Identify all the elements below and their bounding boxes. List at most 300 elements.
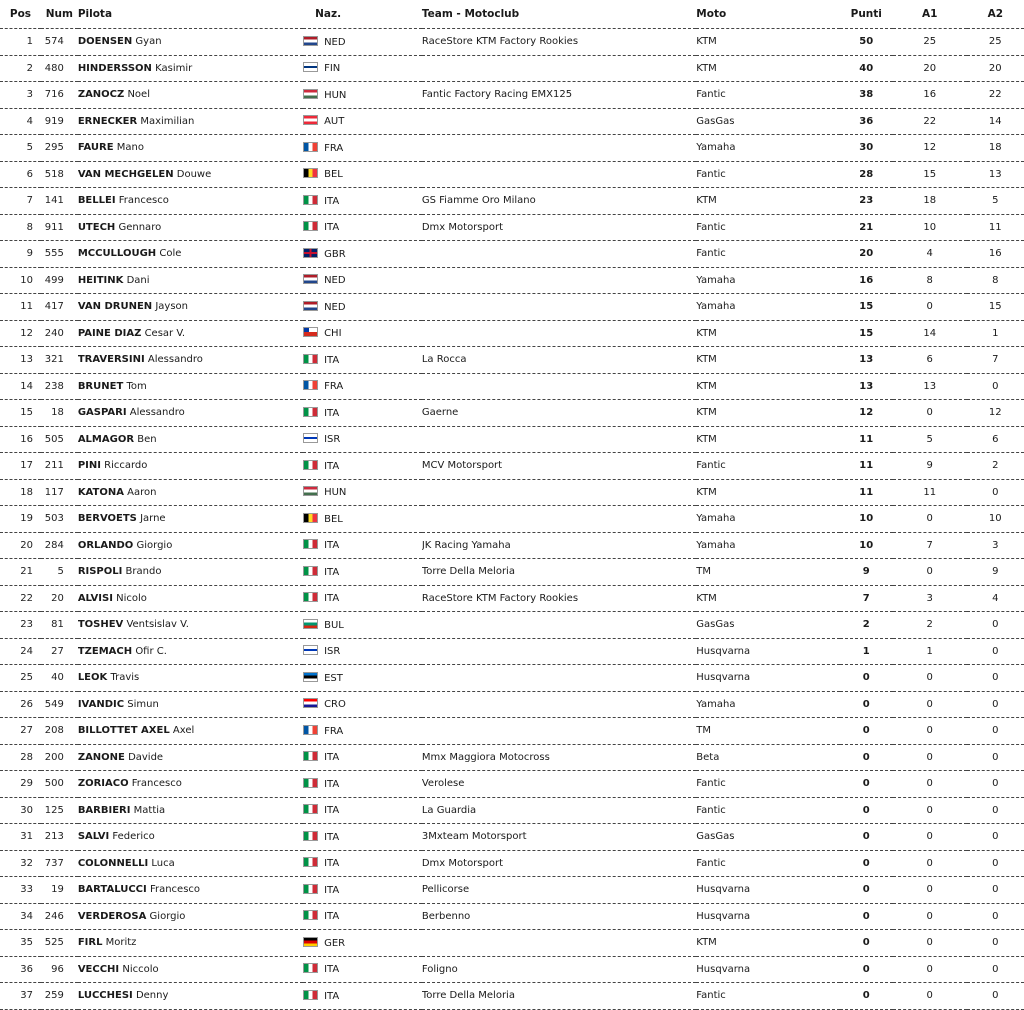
- pilota-cell: [78, 108, 303, 135]
- pilota-cell: [78, 161, 303, 188]
- num-cell: 321: [41, 347, 78, 374]
- rider-name: Kasimir: [155, 62, 193, 74]
- table-row: [0, 612, 1024, 639]
- flag-icon: [303, 857, 318, 867]
- moto-cell: KTM: [696, 373, 839, 400]
- a1-cell: 13: [893, 373, 967, 400]
- naz-cell: [303, 691, 422, 718]
- a1-cell: 2: [893, 612, 967, 639]
- table-row: [0, 241, 1024, 268]
- punti-cell: 10: [840, 532, 893, 559]
- rider-surname: IVANDIC: [77, 698, 125, 710]
- moto-cell: KTM: [696, 400, 839, 427]
- table-row: [0, 82, 1024, 109]
- punti-cell: 36: [840, 108, 893, 135]
- naz-cell: [303, 824, 422, 851]
- rider-name: Ventsislav V.: [126, 619, 189, 631]
- team-cell: Torre Della Meloria: [422, 559, 696, 586]
- rider-name: Cole: [159, 248, 182, 260]
- num-cell: 208: [41, 718, 78, 745]
- a1-cell: 0: [893, 665, 967, 692]
- pilota-cell: [78, 930, 303, 957]
- a2-cell: 0: [967, 956, 1024, 983]
- rider-name: Alessandro: [147, 354, 203, 366]
- table-row: [0, 956, 1024, 983]
- a2-cell: 0: [967, 850, 1024, 877]
- punti-cell: 11: [840, 453, 893, 480]
- table-row: [0, 29, 1024, 56]
- rider-surname: HINDERSSON: [77, 62, 152, 74]
- rider-name: Davide: [128, 751, 164, 763]
- naz-cell: [303, 956, 422, 983]
- table-row: [0, 161, 1024, 188]
- table-row: [0, 188, 1024, 215]
- team-cell: La Guardia: [422, 797, 696, 824]
- a1-cell: 0: [893, 559, 967, 586]
- pos-cell: 14: [0, 373, 41, 400]
- punti-cell: 0: [840, 771, 893, 798]
- moto-cell: Husqvarna: [696, 638, 839, 665]
- table-row: [0, 55, 1024, 82]
- a2-cell: 13: [967, 161, 1024, 188]
- naz-code: FRA: [324, 142, 344, 154]
- rider-surname: BERVOETS: [77, 513, 137, 525]
- a1-cell: 14: [893, 320, 967, 347]
- table-row: [0, 797, 1024, 824]
- moto-cell: Fantic: [696, 82, 839, 109]
- rider-name: Francesco: [149, 884, 201, 896]
- pos-cell: 20: [0, 532, 41, 559]
- table-row: [0, 453, 1024, 480]
- pos-cell: 2: [0, 55, 41, 82]
- a1-cell: 5: [893, 426, 967, 453]
- a1-cell: 0: [893, 744, 967, 771]
- naz-cell: [303, 983, 422, 1010]
- team-cell: [422, 108, 696, 135]
- table-row: [0, 665, 1024, 692]
- naz-cell: [303, 718, 422, 745]
- team-cell: [422, 135, 696, 162]
- num-cell: 81: [41, 612, 78, 639]
- naz-code: ITA: [324, 593, 340, 605]
- rider-surname: BARTALUCCI: [77, 884, 147, 896]
- naz-cell: [303, 638, 422, 665]
- a2-cell: 14: [967, 108, 1024, 135]
- table-row: [0, 373, 1024, 400]
- a2-cell: 25: [967, 29, 1024, 56]
- pilota-cell: [78, 983, 303, 1010]
- flag-icon: [303, 221, 318, 231]
- naz-code: ISR: [324, 646, 341, 658]
- rider-surname: GASPARI: [77, 407, 127, 419]
- rider-surname: MCCULLOUGH: [77, 248, 157, 260]
- naz-code: ITA: [324, 195, 340, 207]
- team-cell: Dmx Motorsport: [422, 850, 696, 877]
- naz-cell: [303, 930, 422, 957]
- pilota-cell: [78, 877, 303, 904]
- rider-name: Luca: [151, 857, 175, 869]
- flag-icon: [303, 725, 318, 735]
- flag-icon: [303, 195, 318, 205]
- num-cell: 246: [41, 903, 78, 930]
- naz-cell: [303, 453, 422, 480]
- rider-name: Niccolo: [122, 963, 159, 975]
- flag-icon: [303, 619, 318, 629]
- flag-icon: [303, 380, 318, 390]
- punti-cell: 0: [840, 797, 893, 824]
- a2-cell: 0: [967, 718, 1024, 745]
- punti-cell: 23: [840, 188, 893, 215]
- header-pilota: Pilota: [78, 0, 303, 29]
- num-cell: 499: [41, 267, 78, 294]
- table-row: [0, 824, 1024, 851]
- pilota-cell: [78, 188, 303, 215]
- a2-cell: 5: [967, 188, 1024, 215]
- a1-cell: 11: [893, 479, 967, 506]
- a1-cell: 4: [893, 241, 967, 268]
- moto-cell: KTM: [696, 426, 839, 453]
- header-punti: Punti: [840, 0, 893, 29]
- pos-cell: 4: [0, 108, 41, 135]
- num-cell: 96: [41, 956, 78, 983]
- punti-cell: 15: [840, 294, 893, 321]
- table-row: [0, 718, 1024, 745]
- flag-icon: [303, 36, 318, 46]
- naz-code: ITA: [324, 831, 340, 843]
- naz-code: ITA: [324, 964, 340, 976]
- pilota-cell: [78, 453, 303, 480]
- team-cell: [422, 267, 696, 294]
- team-cell: Foligno: [422, 956, 696, 983]
- rider-surname: SALVI: [77, 831, 110, 843]
- naz-cell: [303, 347, 422, 374]
- punti-cell: 7: [840, 585, 893, 612]
- naz-cell: [303, 241, 422, 268]
- rider-name: Gennaro: [118, 221, 162, 233]
- rider-surname: VAN DRUNEN: [77, 301, 153, 313]
- pilota-cell: [78, 347, 303, 374]
- rider-name: Ben: [137, 433, 157, 445]
- pos-cell: 19: [0, 506, 41, 533]
- header-team: Team - Motoclub: [422, 0, 696, 29]
- rider-name: Cesar V.: [144, 327, 186, 339]
- team-cell: [422, 691, 696, 718]
- pos-cell: 8: [0, 214, 41, 241]
- table-row: [0, 294, 1024, 321]
- team-cell: [422, 426, 696, 453]
- flag-icon: [303, 248, 318, 258]
- rider-surname: ZORIACO: [77, 778, 129, 790]
- num-cell: 503: [41, 506, 78, 533]
- pos-cell: 13: [0, 347, 41, 374]
- pilota-cell: [78, 824, 303, 851]
- a2-cell: 4: [967, 585, 1024, 612]
- pilota-cell: [78, 506, 303, 533]
- punti-cell: 0: [840, 930, 893, 957]
- num-cell: 125: [41, 797, 78, 824]
- num-cell: 141: [41, 188, 78, 215]
- naz-cell: [303, 267, 422, 294]
- rider-surname: BRUNET: [77, 380, 124, 392]
- num-cell: 117: [41, 479, 78, 506]
- a1-cell: 0: [893, 850, 967, 877]
- a1-cell: 8: [893, 267, 967, 294]
- num-cell: 919: [41, 108, 78, 135]
- a1-cell: 3: [893, 585, 967, 612]
- naz-cell: [303, 506, 422, 533]
- moto-cell: Yamaha: [696, 532, 839, 559]
- a2-cell: 1: [967, 320, 1024, 347]
- pos-cell: 3: [0, 82, 41, 109]
- pilota-cell: [78, 638, 303, 665]
- a2-cell: 0: [967, 638, 1024, 665]
- naz-cell: [303, 161, 422, 188]
- team-cell: [422, 161, 696, 188]
- header-pos: Pos: [0, 0, 41, 29]
- team-cell: JK Racing Yamaha: [422, 532, 696, 559]
- naz-code: BUL: [324, 619, 344, 631]
- naz-code: CHI: [324, 328, 342, 340]
- a1-cell: 0: [893, 824, 967, 851]
- punti-cell: 40: [840, 55, 893, 82]
- pos-cell: 36: [0, 956, 41, 983]
- naz-code: ITA: [324, 805, 340, 817]
- pos-cell: 1: [0, 29, 41, 56]
- pos-cell: 31: [0, 824, 41, 851]
- punti-cell: 2: [840, 612, 893, 639]
- pos-cell: 6: [0, 161, 41, 188]
- table-row: [0, 903, 1024, 930]
- team-cell: Verolese: [422, 771, 696, 798]
- naz-code: ITA: [324, 460, 340, 472]
- a1-cell: 12: [893, 135, 967, 162]
- rider-name: Noel: [127, 89, 150, 101]
- punti-cell: 0: [840, 983, 893, 1010]
- rider-surname: HEITINK: [77, 274, 124, 286]
- table-row: [0, 400, 1024, 427]
- naz-cell: [303, 797, 422, 824]
- rider-surname: COLONNELLI: [77, 857, 149, 869]
- team-cell: 3Mxteam Motorsport: [422, 824, 696, 851]
- punti-cell: 30: [840, 135, 893, 162]
- rider-name: Dani: [126, 274, 150, 286]
- table-row: [0, 559, 1024, 586]
- flag-icon: [303, 142, 318, 152]
- punti-cell: 0: [840, 956, 893, 983]
- num-cell: 18: [41, 400, 78, 427]
- pilota-cell: [78, 744, 303, 771]
- moto-cell: KTM: [696, 29, 839, 56]
- flag-icon: [303, 751, 318, 761]
- naz-code: ITA: [324, 222, 340, 234]
- naz-code: ITA: [324, 354, 340, 366]
- naz-cell: [303, 850, 422, 877]
- naz-code: ITA: [324, 752, 340, 764]
- team-cell: Pellicorse: [422, 877, 696, 904]
- moto-cell: KTM: [696, 55, 839, 82]
- punti-cell: 16: [840, 267, 893, 294]
- a2-cell: 0: [967, 744, 1024, 771]
- a1-cell: 0: [893, 771, 967, 798]
- team-cell: [422, 294, 696, 321]
- punti-cell: 1: [840, 638, 893, 665]
- num-cell: 500: [41, 771, 78, 798]
- num-cell: 549: [41, 691, 78, 718]
- team-cell: [422, 612, 696, 639]
- team-cell: Torre Della Meloria: [422, 983, 696, 1010]
- pos-cell: 5: [0, 135, 41, 162]
- a1-cell: 25: [893, 29, 967, 56]
- naz-code: NED: [324, 36, 346, 48]
- table-row: [0, 691, 1024, 718]
- punti-cell: 11: [840, 479, 893, 506]
- num-cell: 238: [41, 373, 78, 400]
- naz-code: ITA: [324, 778, 340, 790]
- moto-cell: Yamaha: [696, 267, 839, 294]
- pos-cell: 28: [0, 744, 41, 771]
- moto-cell: Husqvarna: [696, 877, 839, 904]
- punti-cell: 50: [840, 29, 893, 56]
- pos-cell: 30: [0, 797, 41, 824]
- moto-cell: KTM: [696, 188, 839, 215]
- naz-code: AUT: [324, 116, 345, 128]
- punti-cell: 0: [840, 850, 893, 877]
- flag-icon: [303, 62, 318, 72]
- naz-code: ITA: [324, 911, 340, 923]
- flag-icon: [303, 778, 318, 788]
- naz-cell: [303, 612, 422, 639]
- a1-cell: 18: [893, 188, 967, 215]
- moto-cell: GasGas: [696, 108, 839, 135]
- naz-code: FRA: [324, 381, 344, 393]
- punti-cell: 38: [840, 82, 893, 109]
- pos-cell: 15: [0, 400, 41, 427]
- pilota-cell: [78, 797, 303, 824]
- rider-name: Douwe: [176, 168, 212, 180]
- naz-code: HUN: [324, 89, 347, 101]
- flag-icon: [303, 327, 318, 337]
- naz-code: BEL: [324, 513, 343, 525]
- a2-cell: 0: [967, 479, 1024, 506]
- naz-cell: [303, 559, 422, 586]
- rider-surname: LEOK: [77, 672, 108, 684]
- pos-cell: 25: [0, 665, 41, 692]
- rider-name: Simun: [127, 698, 159, 710]
- a1-cell: 0: [893, 956, 967, 983]
- moto-cell: Yamaha: [696, 506, 839, 533]
- rider-surname: ALMAGOR: [77, 433, 135, 445]
- num-cell: 284: [41, 532, 78, 559]
- pilota-cell: [78, 850, 303, 877]
- flag-icon: [303, 884, 318, 894]
- a1-cell: 1: [893, 638, 967, 665]
- num-cell: 5: [41, 559, 78, 586]
- moto-cell: KTM: [696, 320, 839, 347]
- rider-name: Giorgio: [136, 539, 173, 551]
- rider-surname: FIRL: [77, 937, 103, 949]
- naz-cell: [303, 29, 422, 56]
- naz-cell: [303, 82, 422, 109]
- rider-name: Ofir C.: [135, 645, 167, 657]
- naz-cell: [303, 744, 422, 771]
- flag-icon: [303, 539, 318, 549]
- num-cell: 518: [41, 161, 78, 188]
- pos-cell: 37: [0, 983, 41, 1010]
- table-row: [0, 108, 1024, 135]
- rider-name: Aaron: [127, 486, 157, 498]
- moto-cell: Fantic: [696, 214, 839, 241]
- rider-name: Denny: [135, 990, 169, 1002]
- flag-icon: [303, 937, 318, 947]
- punti-cell: 10: [840, 506, 893, 533]
- pos-cell: 27: [0, 718, 41, 745]
- a1-cell: 16: [893, 82, 967, 109]
- punti-cell: 20: [840, 241, 893, 268]
- table-row: [0, 135, 1024, 162]
- a2-cell: 0: [967, 983, 1024, 1010]
- punti-cell: 0: [840, 877, 893, 904]
- pilota-cell: [78, 214, 303, 241]
- table-row: [0, 267, 1024, 294]
- a1-cell: 0: [893, 903, 967, 930]
- pos-cell: 33: [0, 877, 41, 904]
- num-cell: 480: [41, 55, 78, 82]
- rider-surname: ZANONE: [77, 751, 125, 763]
- pilota-cell: [78, 320, 303, 347]
- a2-cell: 2: [967, 453, 1024, 480]
- team-cell: MCV Motorsport: [422, 453, 696, 480]
- team-cell: [422, 506, 696, 533]
- moto-cell: Fantic: [696, 983, 839, 1010]
- pos-cell: 21: [0, 559, 41, 586]
- a1-cell: 15: [893, 161, 967, 188]
- flag-icon: [303, 698, 318, 708]
- table-row: [0, 426, 1024, 453]
- a2-cell: 20: [967, 55, 1024, 82]
- a2-cell: 0: [967, 797, 1024, 824]
- naz-cell: [303, 426, 422, 453]
- moto-cell: Husqvarna: [696, 956, 839, 983]
- naz-cell: [303, 532, 422, 559]
- pilota-cell: [78, 718, 303, 745]
- a1-cell: 0: [893, 930, 967, 957]
- num-cell: 240: [41, 320, 78, 347]
- rider-surname: VAN MECHGELEN: [77, 168, 174, 180]
- pilota-cell: [78, 691, 303, 718]
- moto-cell: KTM: [696, 347, 839, 374]
- flag-icon: [303, 513, 318, 523]
- pos-cell: 12: [0, 320, 41, 347]
- header-num: Num: [41, 0, 78, 29]
- a2-cell: 22: [967, 82, 1024, 109]
- naz-cell: [303, 771, 422, 798]
- naz-cell: [303, 400, 422, 427]
- pilota-cell: [78, 771, 303, 798]
- rider-name: Federico: [112, 831, 155, 843]
- naz-code: ITA: [324, 884, 340, 896]
- naz-cell: [303, 877, 422, 904]
- moto-cell: GasGas: [696, 824, 839, 851]
- punti-cell: 15: [840, 320, 893, 347]
- flag-icon: [303, 301, 318, 311]
- rider-surname: TRAVERSINI: [77, 354, 145, 366]
- naz-code: GBR: [324, 248, 346, 260]
- naz-cell: [303, 320, 422, 347]
- moto-cell: Fantic: [696, 797, 839, 824]
- pilota-cell: [78, 373, 303, 400]
- team-cell: Berbenno: [422, 903, 696, 930]
- a2-cell: 0: [967, 373, 1024, 400]
